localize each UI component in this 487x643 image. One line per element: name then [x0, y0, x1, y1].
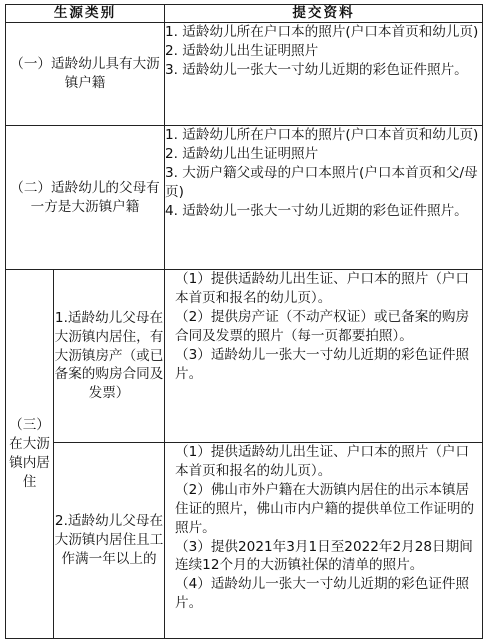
- documents-cell: [165, 126, 483, 270]
- document-item: 4. 适龄幼儿一张大一寸幼儿近期的彩色证件照片。: [165, 202, 468, 219]
- document-item: 3. 大沥户籍父或母的户口本照片(户口本首页和父/母页): [165, 164, 478, 200]
- document-item: （1）提供适龄幼儿出生证、户口本的照片（户口本首页和报名的幼儿页）。: [175, 444, 470, 479]
- category-cell: （一）适龄幼儿具有大沥镇户籍: [6, 23, 165, 126]
- table-row: [6, 443, 483, 639]
- document-item: （3）提供2021年3月1日至2022年2月28日期间连续12个月的大沥镇社保的清单的照片。: [175, 538, 473, 574]
- document-item: 3. 适龄幼儿一张大一寸幼儿近期的彩色证件照片。: [165, 61, 468, 78]
- header-row: [6, 5, 483, 23]
- document-item: 2. 适龄幼儿出生证明照片: [165, 42, 319, 59]
- document-item: （1）提供适龄幼儿出生证、户口本的照片（户口本首页和报名的幼儿页）。: [175, 271, 470, 306]
- document-item: 1. 适龄幼儿所在户口本的照片(户口本首页和幼儿页): [165, 24, 479, 40]
- table-row: [6, 270, 483, 443]
- subcategory-cell: 1.适龄幼儿父母在大沥镇内居住，有大沥镇房产（或已备案的购房合同及发票）: [54, 270, 165, 443]
- document-item: （3）适龄幼儿一张大一寸幼儿近期的彩色证件照片。: [175, 346, 470, 382]
- document-item: （4）适龄幼儿一张大一寸幼儿近期的彩色证件照片。: [175, 576, 470, 612]
- document-item: （2）提供房产证（不动产权证）或已备案的购房合同及发票的照片（每一页都要拍照）。: [175, 308, 470, 344]
- document-item: 1. 适龄幼儿所在户口本的照片(户口本首页和幼儿页): [165, 127, 479, 143]
- category-cell: （二）适龄幼儿的父母有一方是大沥镇户籍: [6, 126, 165, 270]
- document-item: 2. 适龄幼儿出生证明照片: [165, 145, 319, 162]
- subcategory-cell: 2.适龄幼儿父母在大沥镇内居住且工作满一年以上的: [54, 443, 165, 639]
- documents-cell: [165, 270, 483, 443]
- header-documents: 提交资料: [165, 5, 483, 23]
- documents-cell: [165, 443, 483, 639]
- documents-cell: [165, 23, 483, 126]
- requirements-table: [5, 4, 483, 639]
- header-category: 生源类别: [6, 5, 165, 23]
- document-item: （2）佛山市外户籍在大沥镇内居住的出示本镇居住证的照片，佛山市内户籍的提供单位工作证明的照片。: [175, 481, 475, 536]
- table-row: [6, 126, 483, 270]
- category-cell: （三）在大沥镇内居住: [6, 270, 54, 639]
- table-row: [6, 23, 483, 126]
